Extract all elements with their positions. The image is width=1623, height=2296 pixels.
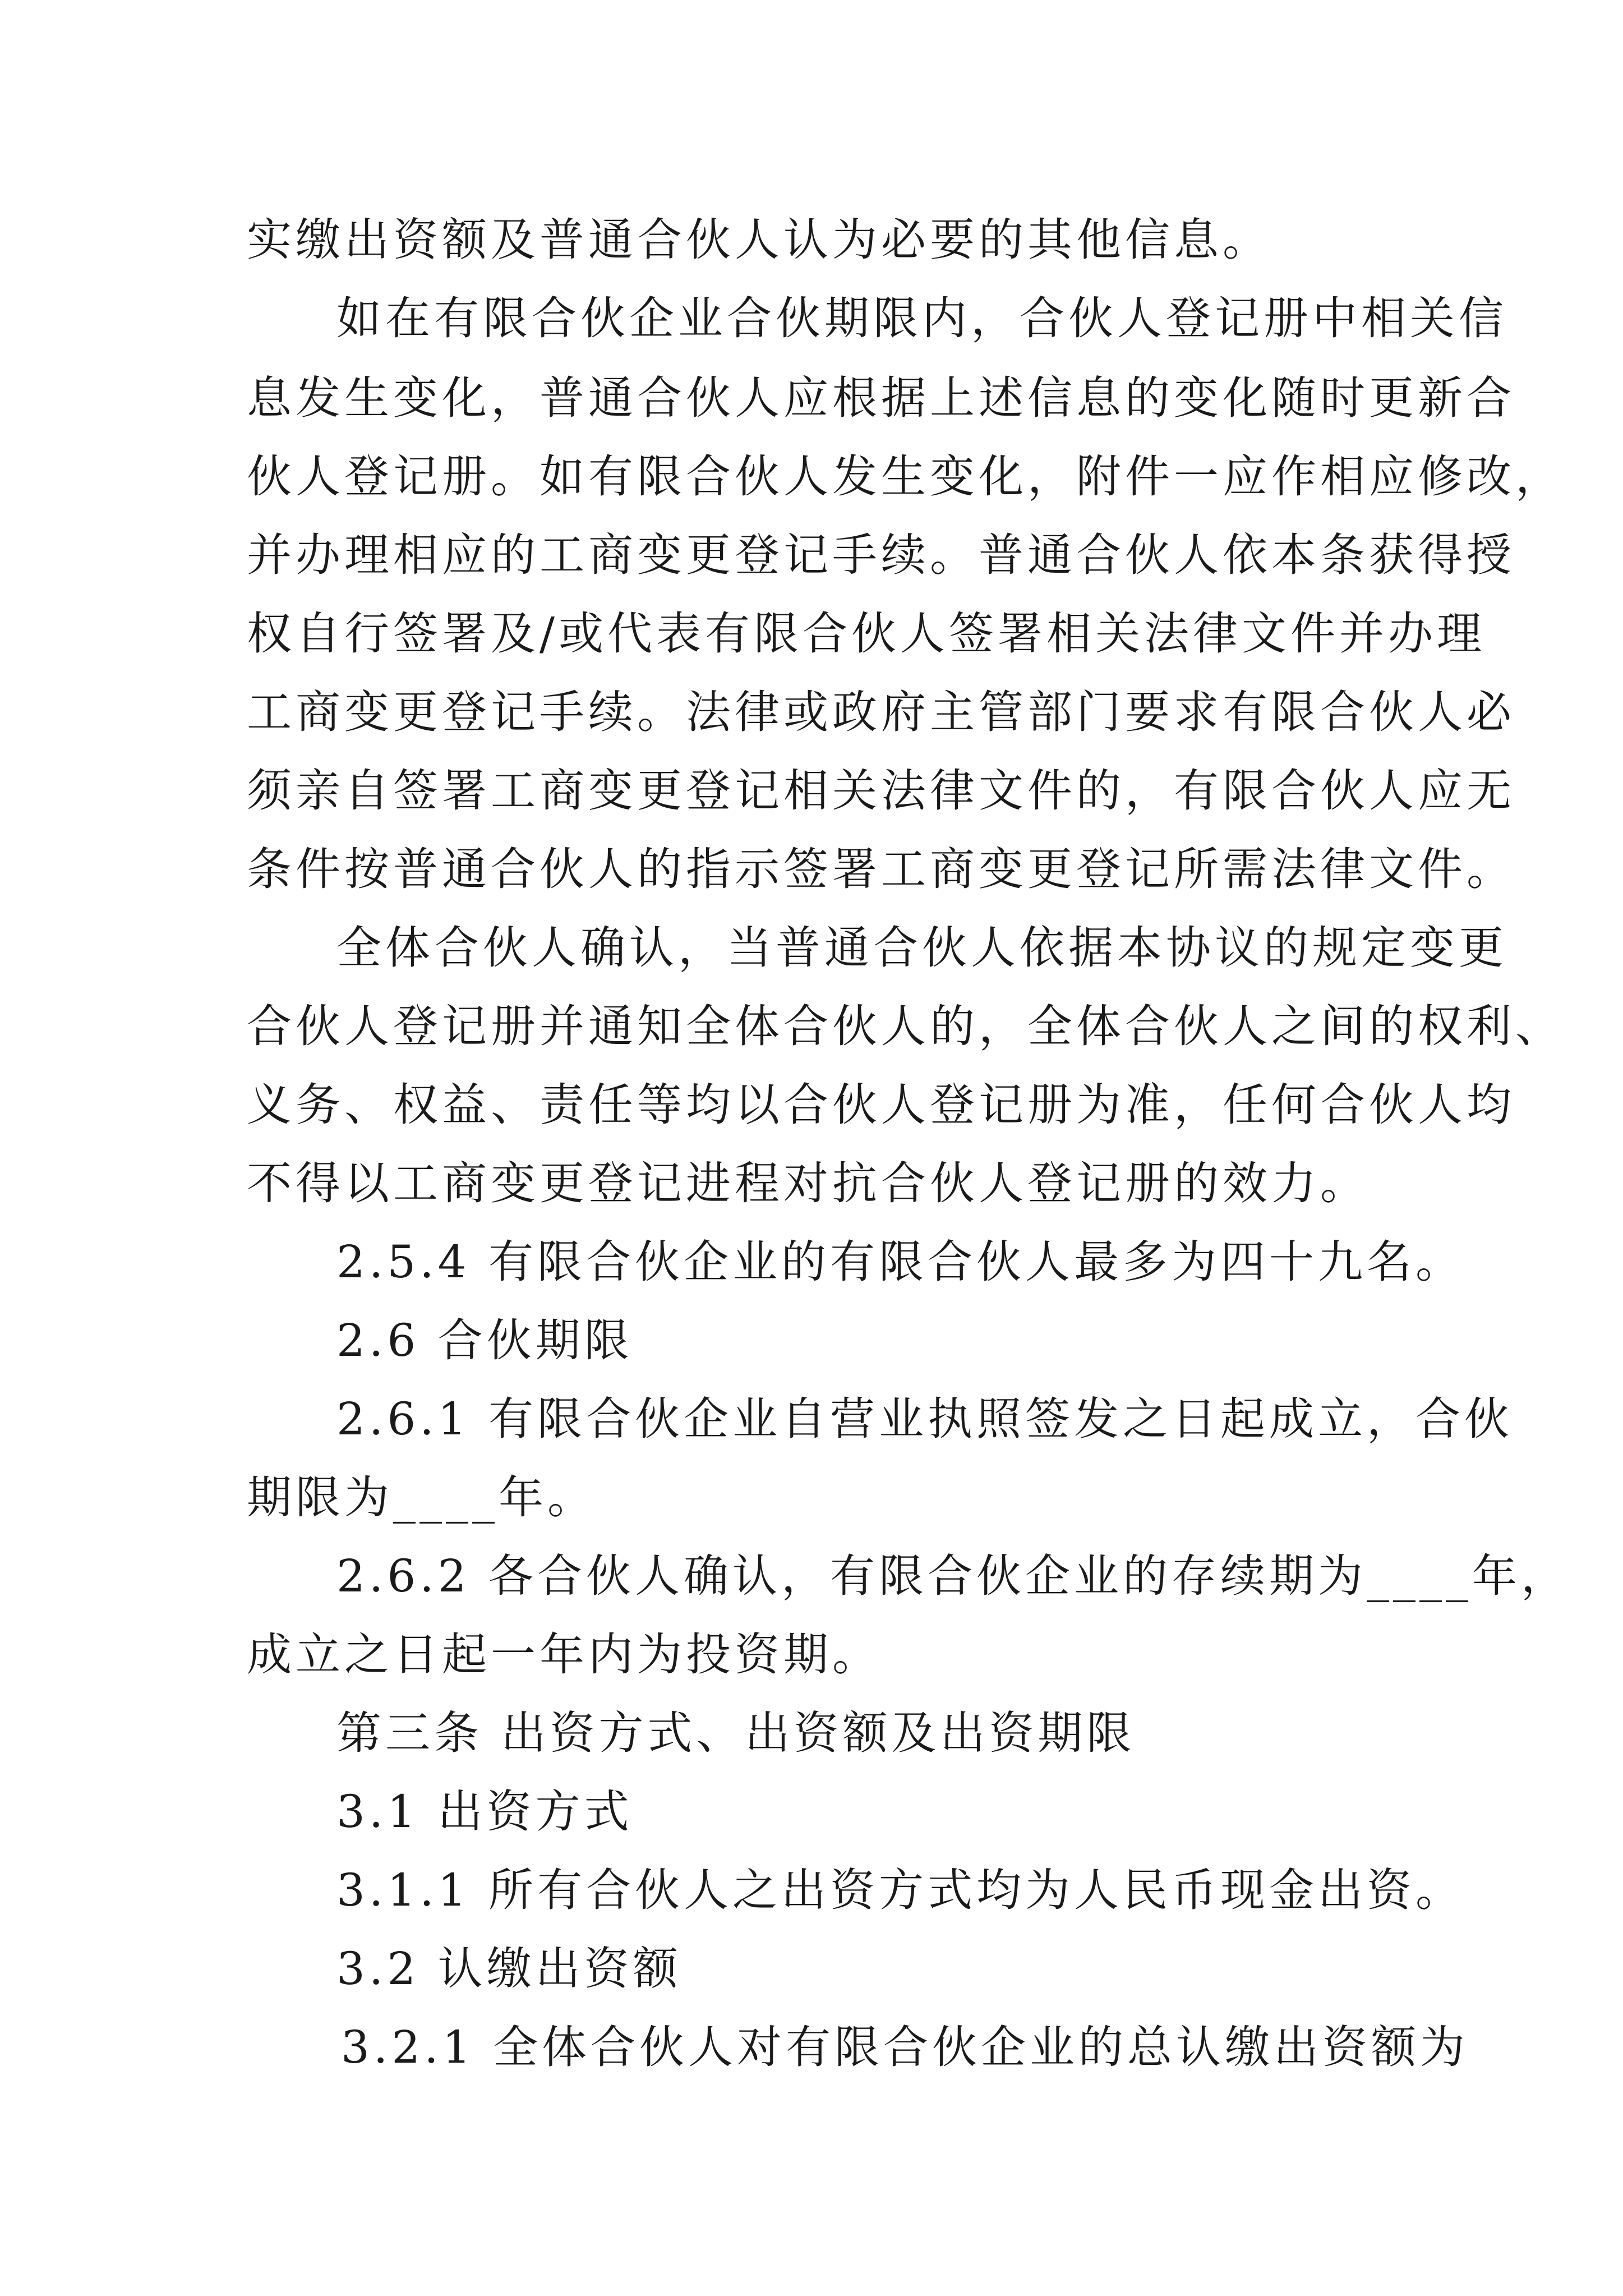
text-line: 3.1.1 所有合伙人之出资方式均为人民币现金出资。 [336, 1864, 1464, 1916]
text-line: 不得以工商变更登记进程对抗合伙人登记册的效力。 [247, 1157, 1369, 1209]
text-line: 成立之日起一年内为投资期。 [247, 1628, 881, 1681]
text-line: 3.2.1 全体合伙人对有限合伙企业的总认缴出资额为 [341, 2021, 1469, 2073]
text-line: 2.6.2 各合伙人确认，有限合伙企业的存续期为____年， [336, 1550, 1570, 1602]
text-line: 权自行签署及/或代表有限合伙人签署相关法律文件并办理 [247, 608, 1486, 660]
section-heading: 3.1 出资方式 [336, 1786, 633, 1838]
text-line: 并办理相应的工商变更登记手续。普通合伙人依本条获得授 [247, 529, 1515, 581]
text-line: 伙人登记册。如有限合伙人发生变化，附件一应作相应修改， [247, 450, 1564, 503]
text-line: 2.6.1 有限合伙企业自营业执照签发之日起成立，合伙 [336, 1393, 1513, 1445]
text-line: 全体合伙人确认，当普通合伙人依据本协议的规定变更 [336, 922, 1507, 974]
text-line: 须亲自签署工商变更登记相关法律文件的，有限合伙人应无 [247, 765, 1515, 817]
text-line: 条件按普通合伙人的指示签署工商变更登记所需法律文件。 [247, 843, 1515, 895]
text-line: 实缴出资额及普通合伙人认为必要的其他信息。 [247, 214, 1271, 266]
text-line: 息发生变化，普通合伙人应根据上述信息的变化随时更新合 [247, 372, 1515, 424]
article-heading: 第三条 出资方式、出资额及出资期限 [336, 1707, 1136, 1759]
section-heading: 2.6 合伙期限 [336, 1314, 633, 1366]
text-line: 2.5.4 有限合伙企业的有限合伙人最多为四十九名。 [336, 1236, 1464, 1288]
text-line: 义务、权益、责任等均以合伙人登记册为准，任何合伙人均 [247, 1079, 1515, 1131]
text-line: 合伙人登记册并通知全体合伙人的，全体合伙人之间的权利、 [247, 1000, 1564, 1052]
text-line: 期限为____年。 [247, 1471, 596, 1524]
section-heading: 3.2 认缴出资额 [336, 1943, 682, 1995]
text-line: 工商变更登记手续。法律或政府主管部门要求有限合伙人必 [247, 686, 1515, 738]
text-line: 如在有限合伙企业合伙期限内，合伙人登记册中相关信 [336, 292, 1507, 344]
